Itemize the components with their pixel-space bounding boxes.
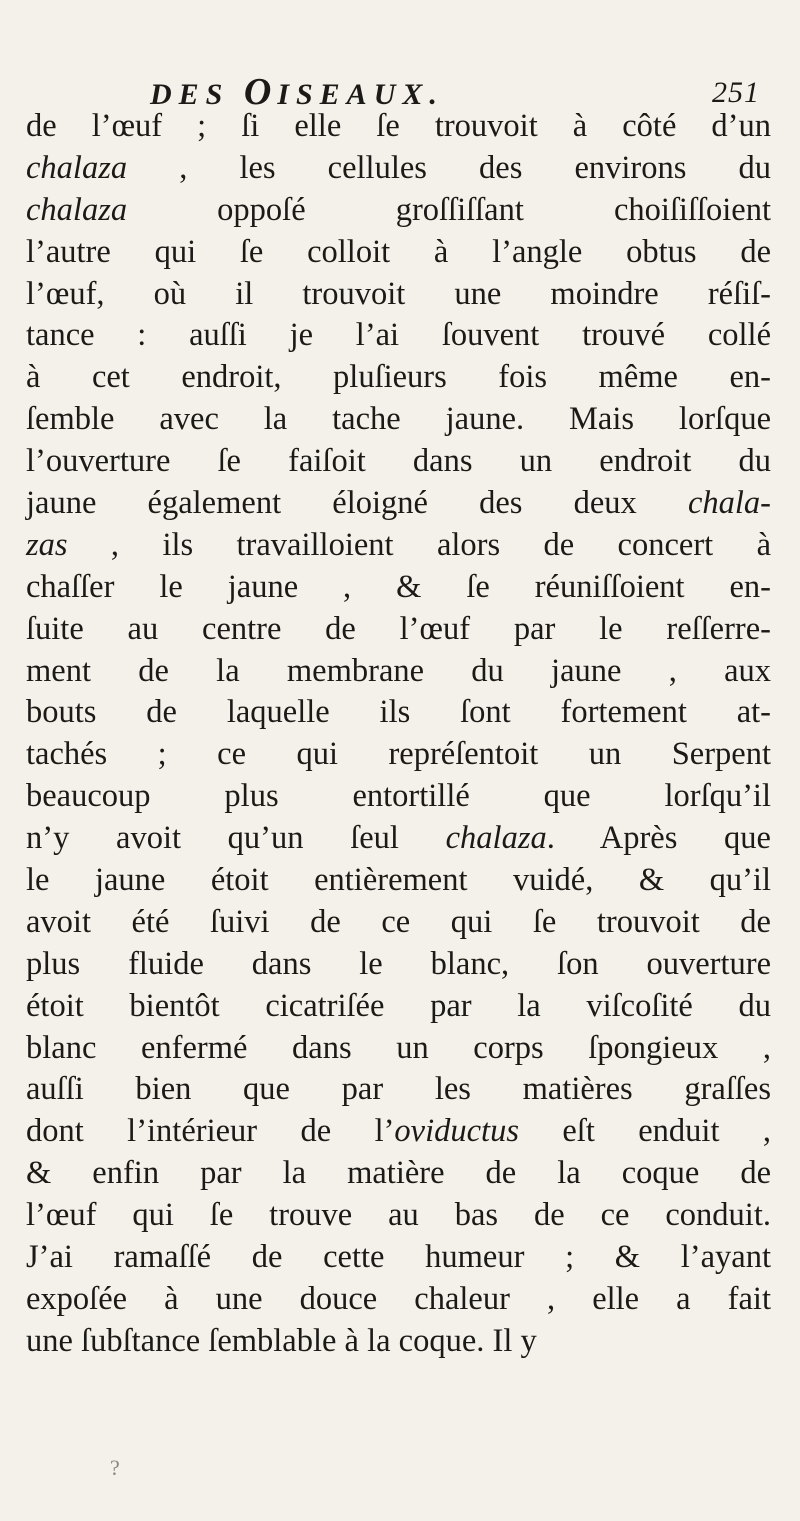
text-segment: J’ai ramaſſé de cette humeur ; & l’ayant [26, 1239, 771, 1276]
text-line [26, 860, 771, 902]
text-segment: à cet endroit, pluſieurs fois même en- [26, 359, 771, 396]
text-line [26, 483, 771, 525]
text-line [26, 148, 771, 190]
text-line [26, 567, 771, 609]
text-segment: ment de la membrane du jaune , aux [26, 652, 771, 689]
text-line [26, 1195, 771, 1237]
text-segment: expoſée à une douce chaleur , elle a fait [26, 1280, 771, 1317]
text-segment: avoit été ſuivi de ce qui ſe trouvoit de [26, 903, 771, 940]
text-segment: jaune également éloigné des deux [26, 485, 688, 522]
text-line [26, 357, 771, 399]
text-segment: ſuite au centre de l’œuf par le reſſerre- [26, 610, 771, 647]
text-line [26, 651, 771, 693]
text-line [26, 609, 771, 651]
text-segment: l’œuf, où il trouvoit une moindre réſiſ- [26, 275, 771, 312]
italic-term: zas [26, 526, 68, 563]
text-line [26, 734, 771, 776]
text-segment: de l’œuf ; ſi elle ſe trouvoit à côté d’un [26, 108, 771, 144]
text-line [26, 232, 771, 274]
text-segment: tachés ; ce qui repréſentoit un Serpent [26, 736, 771, 773]
text-line [26, 1237, 771, 1279]
text-line [26, 776, 771, 818]
text-segment: l’ouverture ſe faiſoit dans un endroit du [26, 443, 771, 480]
text-segment: n’y avoit qu’un ſeul [26, 820, 446, 857]
text-line [26, 106, 771, 148]
text-line [26, 441, 771, 483]
text-segment: une ſubſtance ſemblable à la coque. Il y [26, 1322, 537, 1359]
text-line [26, 692, 771, 734]
text-line [26, 986, 771, 1028]
text-segment: auſſi bien que par les matières graſſes [26, 1071, 771, 1108]
text-segment: chaſſer le jaune , & ſe réuniſſoient en- [26, 568, 771, 605]
italic-term: oviductus [394, 1113, 519, 1150]
text-line [26, 1153, 771, 1195]
text-segment: beaucoup plus entortillé que lorſqu’il [26, 778, 771, 815]
text-line [26, 1028, 771, 1070]
running-title-rest: ISEAUX. [277, 78, 444, 111]
text-segment: ſemble avec la tache jaune. Mais lorſque [26, 401, 771, 438]
italic-term: chalaza [26, 149, 128, 186]
text-segment: bouts de laquelle ils ſont fortement at- [26, 694, 771, 731]
text-segment: l’œuf qui ſe trouve au bas de ce conduit. [26, 1197, 771, 1234]
text-line [26, 1069, 771, 1111]
text-segment: blanc enfermé dans un corps ſpongieux , [26, 1029, 771, 1066]
text-line [26, 1279, 771, 1321]
text-segment: oppoſé groſſiſſant choiſiſſoient [127, 191, 771, 228]
page-number: 251 [712, 76, 760, 109]
text-line [26, 1111, 771, 1153]
text-segment: l’autre qui ſe colloit à l’angle obtus de [26, 233, 771, 270]
body-text [26, 106, 771, 1363]
folio-mark: ? [110, 1455, 120, 1480]
text-segment: étoit bientôt cicatriſée par la viſcoſité du [26, 987, 771, 1024]
text-segment: , ils travailloient alors de concert à [67, 526, 771, 563]
running-title-first: DES [150, 78, 244, 111]
text-segment: plus fluide dans le blanc, ſon ouverture [26, 945, 771, 982]
text-segment: le jaune étoit entièrement vuidé, & qu’il [26, 862, 771, 899]
text-segment: tance : auſſi je l’ai ſouvent trouvé collé [26, 317, 771, 354]
italic-term: chala- [687, 485, 771, 522]
text-line [26, 315, 771, 357]
text-line [26, 525, 771, 567]
text-segment: eſt enduit , [518, 1113, 771, 1150]
running-title-capital: O [243, 71, 278, 113]
text-segment: , les cellules des environs du [127, 149, 771, 186]
text-line [26, 399, 771, 441]
text-line [26, 944, 771, 986]
text-segment: & enfin par la matière de la coque de [26, 1155, 771, 1192]
text-line [26, 1321, 771, 1363]
text-line [26, 190, 771, 232]
italic-term: chalaza [445, 820, 547, 857]
text-line [26, 818, 771, 860]
text-line [26, 274, 771, 316]
text-line [26, 902, 771, 944]
italic-term: chalaza [26, 191, 128, 228]
text-segment: dont l’intérieur de l’ [26, 1113, 395, 1150]
text-segment: . Après que [546, 820, 771, 857]
